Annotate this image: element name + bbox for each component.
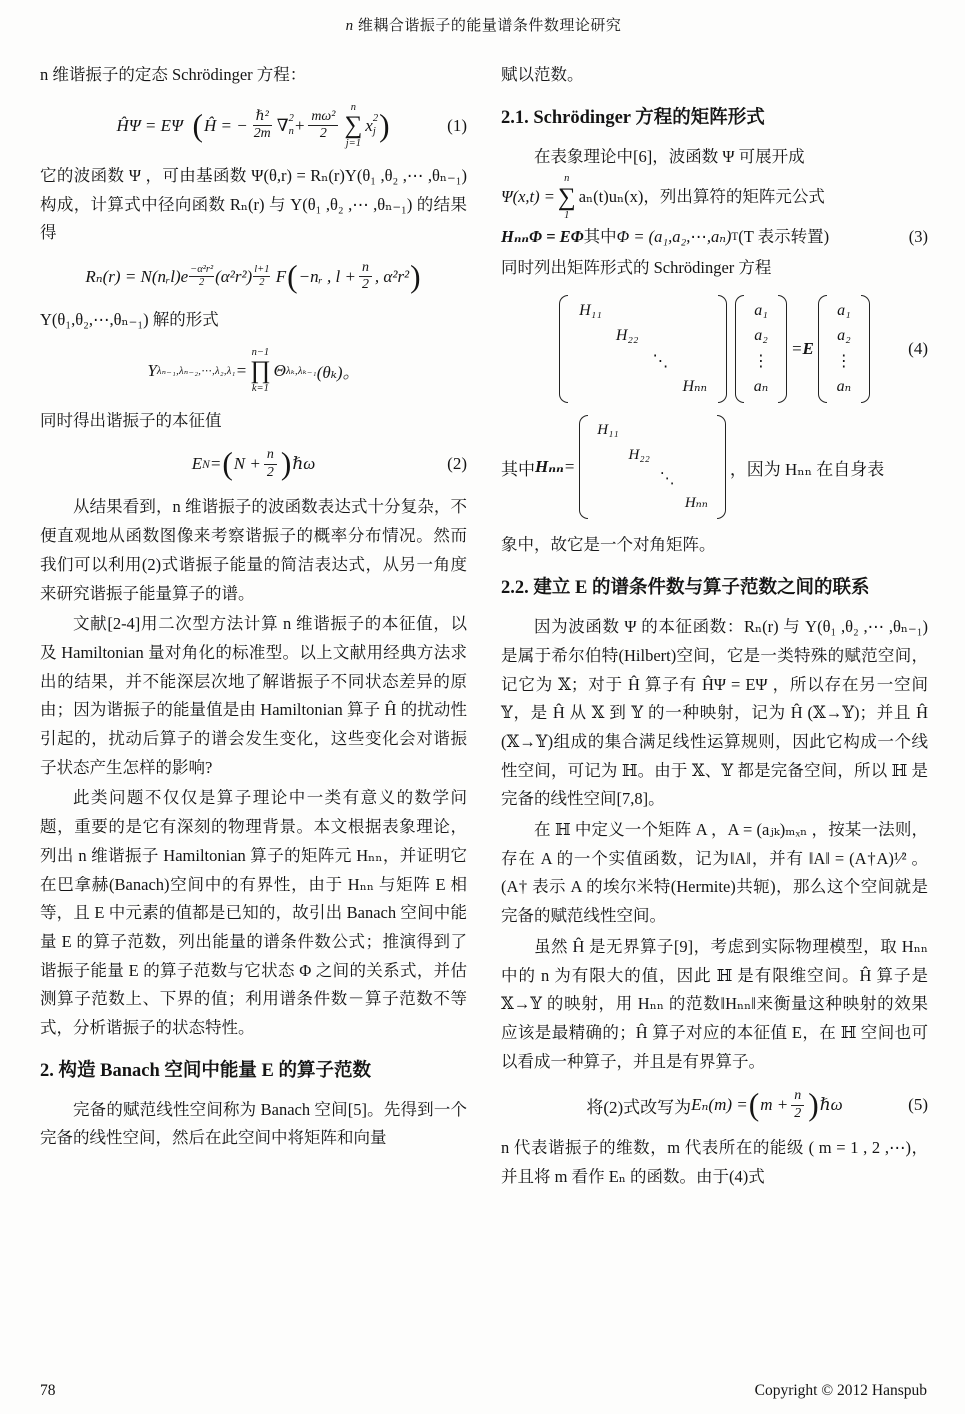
eqr-part1: Rₙ(r) = N(nᵣl)e: [85, 266, 189, 286]
fraction-n-2: $\frac{n}{2}$: [791, 1088, 804, 1122]
equals-sign: =: [791, 339, 803, 359]
eqy-argument: (θₖ)。: [316, 363, 360, 383]
eqr-arg2: , α²r²: [374, 266, 410, 286]
eqh-prefix: 其中: [501, 459, 535, 479]
psi-expansion-rhs: aₙ(t)uₙ(x)，列出算符的矩阵元公式: [578, 187, 825, 207]
hbar-omega: ℏω: [819, 1095, 843, 1115]
plus-sign: +: [293, 115, 306, 135]
summation-operator: n ∑ 1: [557, 173, 576, 221]
section-heading-2-1: 2.1. Schrödinger 方程的矩阵形式: [501, 107, 765, 128]
right-paren-shape: [717, 415, 726, 519]
E-matrix-symbol: E: [802, 339, 814, 359]
page-number: 78: [40, 1382, 56, 1399]
running-title-text: 维耦合谐振子的能量谱条件数理论研究: [353, 18, 622, 34]
equation-1-schrodinger: ĤΨ = EΨ ( Ĥ = − $\frac{\text{ℏ²}}{2m}$ ∇ 2 n + $\frac{\text{mω²}}{2}$ n ∑ j=1 x 2 j ) (1): [116, 101, 467, 150]
paragraph-literature: 文献[2-4]用二次型方法计算 n 维谐振子的本征值，以及 Hamiltonian 量对角化的标准型。以上文献用经典方法求出的结果，并不能深层次地了解谐振子不同状态差异的原由；因为谐振子的能量值是由 Hamiltonian 算子 Ĥ 的扰动性引起的，扰动后算子的谱会发生变化，这些变化会对谐振子状态产生怎样的影响?: [40, 614, 467, 777]
hbar-omega: ℏω: [292, 454, 316, 474]
summation-operator: n ∑ j=1: [344, 101, 363, 150]
equation-number: (4): [908, 339, 928, 359]
paragraph-discussion-1: 从结果看到，n 维谐振子的波函数表达式十分复杂，不便直观地从函数图像来考察谐振子的概率分布情况。然而我们可以利用(2)式谐振子能量的简洁表达式，从另一角度来研究谐振子能量算子的谱。: [40, 497, 467, 603]
equals-sign: =: [563, 457, 576, 477]
paragraph-representation-theory: 在表象理论中[6]，波函数 Ψ 可展开成: [534, 146, 805, 166]
transpose-T: T: [731, 231, 739, 244]
fraction-n-2: $\frac{n}{2}$: [264, 447, 277, 481]
diagonal-matrix: H₁₁ H₂₂ ⋱ Hₙₙ: [559, 295, 727, 404]
eq1-lhs: ĤΨ = EΨ: [116, 115, 183, 135]
paragraph-hilbert-space: 因为波函数 Ψ 的本征函数：Rₙ(r) 与 Y(θ₁ ,θ₂ ,⋯ ,θₙ₋₁) 是属于希尔伯特(Hilbert)空间，它是一类特殊的赋范空间，记它为 𝕏；对于 Ĥ 算子有 ĤΨ = EΨ ，所以存在另一空间 𝕐，是 Ĥ 从 𝕏 到 𝕐 的一种映射，记为 Ĥ (𝕏→𝕐)；并且 Ĥ (𝕏→𝕐)组成的集合满足线性运算规则，因此它构成一个线性空间，可记为 ℍ。由于 𝕏、𝕐 都是完备空间，所以 ℍ 是完备的线性空间[7,8]。: [501, 617, 928, 809]
paragraph-matrix-norm: 在 ℍ 中定义一个矩阵 A ，A = (aⱼₖ)ₘₓₙ ，按某一法则，存在 A 的一个实值函数，记为‖A‖，并有 ‖A‖ = (A†A)¹⁄² 。(A† 表示 A 的埃尔米特(Hermite)共轭)，那么这个空间就是完备的赋范线性空间。: [501, 820, 928, 926]
eq5-lhs: Eₙ(m) =: [691, 1095, 748, 1115]
nabla-scripts: 2 n: [288, 113, 294, 137]
exponent-fraction-1: −α²r² 2: [190, 264, 214, 289]
Hnn-symbol: Hₙₙ: [535, 457, 564, 477]
eq2-inner: N +: [233, 454, 261, 474]
fraction-momega2-2: $\frac{\text{mω²}}{2}$: [308, 109, 338, 143]
Theta-subscript: λₖ,λₖ₋₁: [285, 365, 317, 377]
paragraph-bounded-operator: 虽然 Ĥ 是无界算子[9]，考虑到实际物理模型，取 Hₙₙ 中的 n 为有限大的值，因此 ℍ 是有限维空间。Ĥ 算子是 𝕏→𝕐 的映射，用 Hₙₙ 的范数‖Hₙₙ‖来衡量这种映射的效果应该是最精确的；Ĥ 算子对应的本征值 E，在 ℍ 空间也可以看成一种算子，并且是有界算子。: [501, 936, 928, 1071]
eqr-part2: (α²r²): [215, 266, 253, 286]
paragraph-diagonal-conclusion: 象中，故它是一个对角矩阵。: [501, 535, 716, 555]
paragraph-dimension-level: n 代表谐振子的维数，m 代表所在的能级 ( m = 1 , 2 ,⋯)，并且将 m 看作 Eₙ 的函数。由于(4)式: [501, 1138, 928, 1187]
nabla-symbol: ∇: [276, 115, 289, 135]
x-variable: x: [365, 115, 373, 135]
E-subscript: N: [202, 457, 210, 471]
section-heading-2-2: 2.2. 建立 E 的谱条件数与算子范数之间的联系: [501, 578, 870, 599]
paragraph-motivation: 此类问题不仅仅是算子理论中一类有意义的数学问题，重要的是它有深刻的物理背景。本文根据表象理论，列出 n 维谐振子 Hamiltonian 算子的矩阵元 Hₙₙ，并证明它在巴拿赫(Banach)空间中的有界性，由于 Hₙₙ 与矩阵 E 相等，且 E 中元素的值都是已知的，故引出 Banach 空间中能量 E 的算子范数，列出能量的谱条件数公式；推演得到了谐振子能量 E 的算子范数与它状态 Φ 之间的关系式，并估测算子范数上、下界的值；利用谱条件数－算子范数不等式，分析谐振子的状态特性。: [40, 788, 467, 1038]
E-symbol: E: [191, 454, 203, 474]
Y-subscript: λₙ₋₁,λₙ₋₂,⋯,λ₂,λ₁: [156, 365, 236, 377]
coefficient-vector: a₁ a₂ ⋮ aₙ: [735, 295, 787, 404]
paragraph-eigenvalue-intro: 同时得出谐振子的本征值: [40, 410, 222, 430]
eq1-hamiltonian-def: Ĥ = −: [203, 115, 248, 135]
expansion-line: [501, 173, 928, 221]
diagonal-matrix: H₁₁ H₂₂ ⋱ Hₙₙ: [579, 415, 726, 519]
right-paren-shape: [778, 295, 787, 404]
equation-hnn-definition: [501, 415, 928, 519]
Y-symbol: Y: [147, 360, 157, 380]
section-heading-2: 2. 构造 Banach 空间中能量 E 的算子范数: [40, 1060, 371, 1081]
right-column: [501, 61, 928, 1194]
equals-sign: =: [209, 454, 222, 474]
equation-radial-function: Rₙ(r) = N(nᵣl)e −α²r² 2 (α²r²) l+1 2 F ( −nᵣ , l + $\frac{n}{2}$ , α²r² ): [85, 258, 421, 294]
x-scripts: 2 j: [372, 113, 379, 137]
eq5-prefix: 将(2)式改写为: [586, 1097, 692, 1117]
two-column-body: [40, 61, 927, 1194]
paragraph-wavefunction: 它的波函数 Ψ ，可由基函数 Ψ(θ,r) = Rₙ(r)Y(θ₁ ,θ₂ ,⋯ ,θₙ₋₁) 构成，计算式中径向函数 Rₙ(r) 与 Y(θ₁ ,θ₂ ,⋯ ,θₙ₋₁) 的结果得: [40, 165, 467, 243]
left-column: [40, 61, 467, 1194]
left-paren-shape: [818, 295, 827, 404]
equation-number: (5): [908, 1095, 928, 1115]
eqr-arg1: −nᵣ , l +: [298, 266, 356, 286]
eq3-connector: 其中: [583, 227, 617, 247]
transpose-note: (T 表示转置): [738, 227, 830, 247]
paragraph-banach-intro: 完备的赋范线性空间称为 Banach 空间[5]。先得到一个完备的线性空间，然后在此空间中将矩阵和向量: [40, 1099, 467, 1148]
equals-sign: =: [235, 360, 248, 380]
equation-number: (2): [447, 454, 467, 474]
right-paren-shape: [718, 295, 727, 404]
psi-expansion-lhs: Ψ(x,t) =: [501, 187, 555, 207]
eq5-inner: m +: [760, 1095, 789, 1115]
product-operator: n−1 ∏ k=1: [250, 346, 271, 395]
Theta-symbol: Θ: [273, 360, 286, 380]
equation-5-energy-rewrite: 将(2)式改写为 Eₙ(m) = ( m + $\frac{n}{2}$ ) ℏω (5): [586, 1087, 928, 1123]
fraction-n-2: $\frac{n}{2}$: [359, 260, 372, 294]
page-footer: [40, 1382, 927, 1400]
phi-vector: Φ = (a₁,a₂,⋯,aₙ): [616, 227, 732, 247]
left-paren-shape: [559, 295, 568, 404]
running-title-variable: n: [345, 18, 354, 34]
coefficient-vector: a₁ a₂ ⋮ aₙ: [818, 295, 870, 404]
paragraph-schrodinger-intro: n 维谐振子的定态 Schrödinger 方程：: [40, 65, 307, 84]
equation-number: (1): [447, 115, 467, 135]
equation-3-line: [501, 223, 928, 252]
equation-angular-product: [40, 347, 467, 395]
paragraph-matrix-form: 同时列出矩阵形式的 Schrödinger 方程: [501, 258, 772, 278]
equation-4-matrix: [501, 295, 928, 404]
hypergeometric-F: F: [275, 266, 287, 286]
left-paren-shape: [579, 415, 588, 519]
equation-number: (3): [908, 227, 928, 247]
fraction-hbar2-2m: $\frac{\text{ℏ²}}{2m}$: [253, 108, 271, 142]
exponent-fraction-2: l+1 2: [254, 264, 270, 289]
paragraph-norm-continuation: 赋以范数。: [501, 65, 584, 84]
matrix-equation: HₙₙΦ = EΦ: [501, 227, 584, 247]
left-paren-shape: [735, 295, 744, 404]
eqh-suffix: ，因为 Hₙₙ 在自身表: [729, 459, 885, 479]
equation-2-energy: E N = ( N + $\frac{n}{2}$ ) ℏω (2): [191, 446, 467, 482]
right-paren-shape: [861, 295, 870, 404]
paragraph-Y-solution: Y(θ₁,θ₂,⋯,θₙ₋₁) 解的形式: [40, 309, 219, 329]
copyright: Copyright © 2012 Hanspub: [754, 1382, 927, 1399]
running-title: [40, 8, 927, 61]
